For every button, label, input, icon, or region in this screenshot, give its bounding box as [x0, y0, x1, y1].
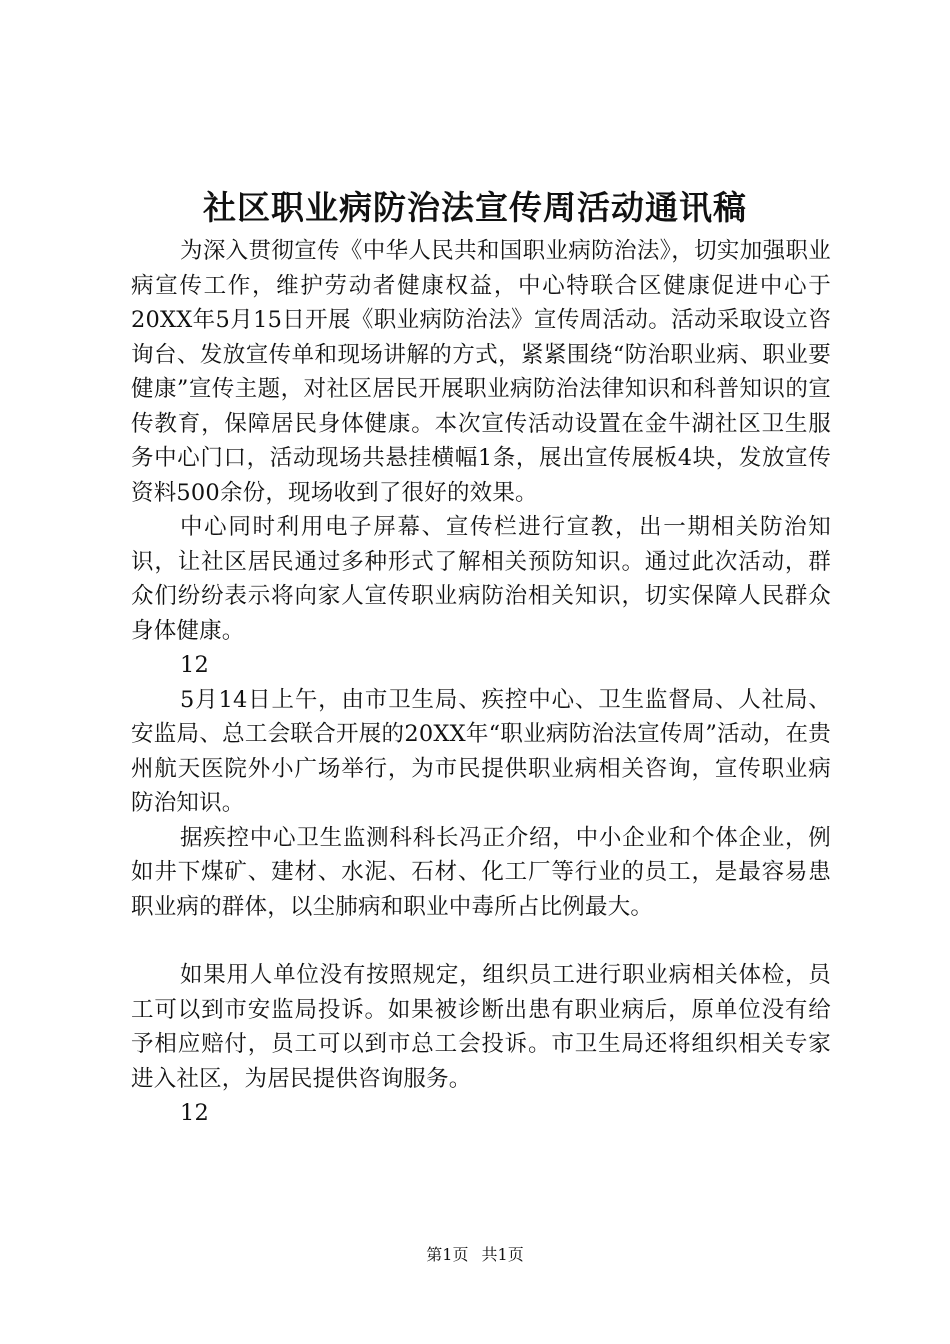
document-title: 社区职业病防治法宣传周活动通讯稿 [203, 188, 747, 227]
page-number: 第1页 [426, 1245, 469, 1264]
paragraph-number-marker: 12 [180, 652, 210, 678]
paragraph-complaints: 如果用人单位没有按照规定，组织员工进行职业病相关体检，员工可以到市安监局投诉。如果被诊断出患有职业病后，原单位没有给予相应赔付，员工可以到市总工会投诉。市卫生局还将组织相关专家进入社区，为居民提供咨询服务。 [131, 962, 831, 1092]
paragraph-intro: 为深入贯彻宣传《中华人民共和国职业病防治法》，切实加强职业病宣传工作，维护劳动者健康权益，中心特联合区健康促进中心于20XX年5月15日开展《职业病防治法》宣传周活动。活动采取设立咨询台、发放宣传单和现场讲解的方式，紧紧围绕“防治职业病、职业要健康”宣传主题，对社区居民开展职业病防治法律知识和科普知识的宣传教育，保障居民身体健康。本次宣传活动设置在金牛湖社区卫生服务中心门口，活动现场共悬挂横幅1条，展出宣传展板4块，发放宣传资料500余份，现场收到了很好的效果。 [131, 238, 831, 506]
paragraph-spacer [131, 924, 831, 958]
document-body [131, 234, 831, 1131]
paragraph-center-outreach: 中心同时利用电子屏幕、宣传栏进行宣教，出一期相关防治知识，让社区居民通过多种形式了解相关预防知识。通过此次活动，群众们纷纷表示将向家人宣传职业病防治相关知识，切实保障人民群众身体健康。 [131, 514, 831, 644]
page-footer [0, 1244, 950, 1266]
page-total: 共1页 [481, 1245, 524, 1264]
paragraph-cdc-introduction: 据疾控中心卫生监测科科长冯正介绍，中小企业和个体企业，例如井下煤矿、建材、水泥、石材、化工厂等行业的员工，是最容易患职业病的群体，以尘肺病和职业中毒所占比例最大。 [131, 824, 831, 920]
paragraph-city-event: 5月14日上午，由市卫生局、疾控中心、卫生监督局、人社局、安监局、总工会联合开展的20XX年“职业病防治法宣传周”活动，在贵州航天医院外小广场举行，为市民提供职业病相关咨询，宣传职业病防治知识。 [131, 686, 831, 816]
paragraph-number-marker-end: 12 [180, 1100, 210, 1126]
